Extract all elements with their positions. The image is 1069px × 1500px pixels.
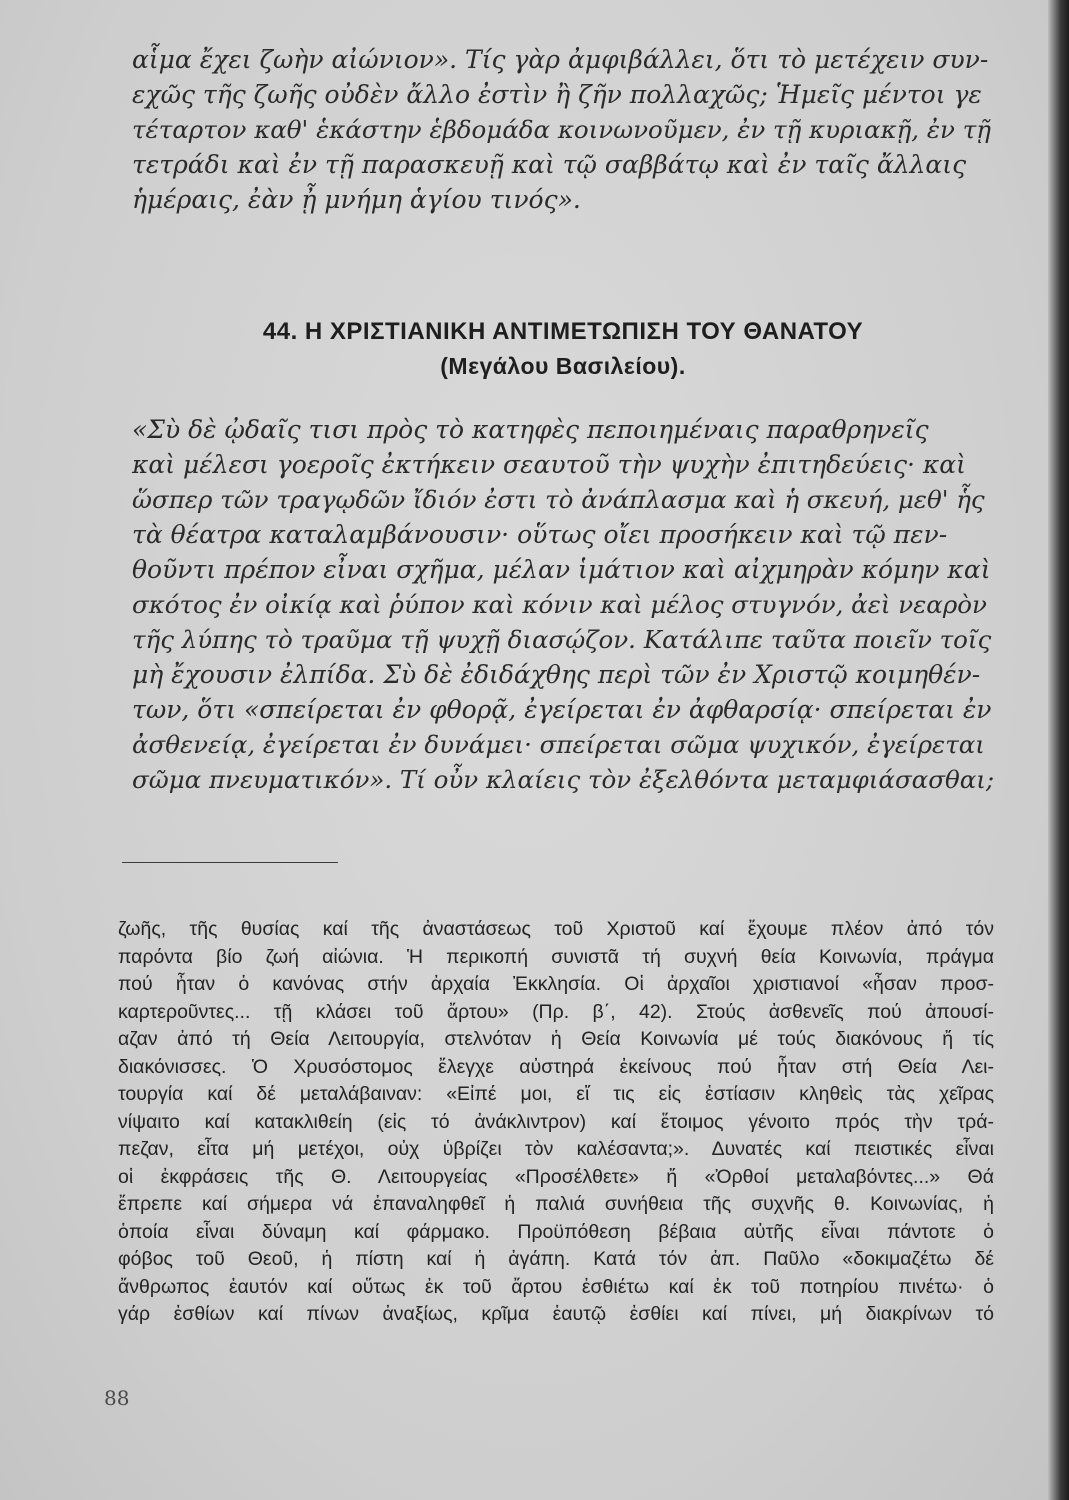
text-line: τῆς λύπης τὸ τραῦμα τῇ ψυχῇ διασῴζον. Κατάλιπε ταῦτα ποιεῖν τοῖς [132,625,992,654]
text-line: των, ὅτι «σπείρεται ἐν φθορᾷ, ἐγείρεται ἐν ἀφθαρσίᾳ· σπείρεται ἐν [132,695,992,724]
footnote-line: νίψαιτο καί κατακλιθείη (εἰς τό ἀνάκλιντρον) καί ἕτοιμος γένοιτο πρός τὴν τρά- [118,1110,994,1133]
footnote-line: γάρ ἐσθίων καί πίνων ἀναξίως, κρῖμα ἑαυτῷ ἐσθίει καί πίνει, μή διακρίνων τό [118,1303,994,1325]
footnote-line: τουργία καί δέ μεταλάβαιναν: «Εἰπέ μοι, εἴ τις εἰς ἑστίασιν κληθεὶς τὰς χεῖρας [118,1083,994,1105]
section-title: 44. Η ΧΡΙΣΤΙΑΝΙΚΗ ΑΝΤΙΜΕΤΩΠΙΣΗ ΤΟΥ ΘΑΝΑΤΟΥ [262,318,864,345]
text-line: «Σὺ δὲ ᾠδαῖς τισι πρὸς τὸ κατηφὲς πεποιημέναις παραθρηνεῖς [132,415,929,444]
footnote-line: πεζαν, εἶτα μή μετέχοι, οὐχ ὑβρίζει τὸν καλέσαντα;». Δυνατές καί πειστικές εἶναι [118,1138,994,1160]
text-line: τετράδι καὶ ἐν τῇ παρασκευῇ καὶ τῷ σαββάτῳ καὶ ἐν ταῖς ἄλλαις [132,150,967,179]
footnote-line: ὁποία εἶναι δύναμη καί φάρμακο. Προϋπόθεση βέβαια αὐτῆς εἶναι πάντοτε ὁ [118,1220,994,1243]
footnote-line: ζωῆς, τῆς θυσίας καί τῆς ἀναστάσεως τοῦ Χριστοῦ καί ἔχουμε πλέον ἀπό τόν [118,918,994,940]
text-line: μὴ ἔχουσιν ἐλπίδα. Σὺ δὲ ἐδιδάχθης περὶ τῶν ἐν Χριστῷ κοιμηθέν- [132,660,981,689]
section-subtitle: (Μεγάλου Βασιλείου). [440,353,686,379]
footnote-line: ἄνθρωπος ἑαυτόν καί οὕτως ἐκ τοῦ ἄρτου ἐσθιέτω καί ἐκ τοῦ ποτηρίου πινέτω· ὁ [118,1275,994,1298]
text-line: αἷμα ἔχει ζωὴν αἰώνιον». Τίς γὰρ ἀμφιβάλλει, ὅτι τὸ μετέχειν συν- [132,45,989,74]
text-line: τὰ θέατρα καταλαμβάνουσιν· οὕτως οἴει προσήκειν καὶ τῷ πεν- [132,520,948,549]
text-line: ἡμέραις, ἐὰν ᾖ μνήμη ἁγίου τινός». [132,185,581,214]
footnote-line: οἱ ἐκφράσεις τῆς Θ. Λειτουργείας «Προσέλθετε» ἤ «Ὀρθοί μεταλαβόντες...» Θά [118,1165,994,1188]
footnote-line: καρτεροῦντες... τῇ κλάσει τοῦ ἄρτου» (Πρ. β΄, 42). Στούς ἀσθενεῖς πού ἀπουσί- [118,1000,994,1023]
footnote-line: διακόνισσες. Ὁ Χρυσόστομος ἔλεγχε αὐστηρά ἐκείνους πού ἦταν στή Θεία Λει- [118,1055,994,1078]
page-number: 88 [104,1386,130,1410]
text-line: σῶμα πνευματικόν». Τί οὖν κλαίεις τὸν ἐξελθόντα μεταμφιάσασθαι; [132,765,995,794]
text-line: τέταρτον καθ' ἑκάστην ἑβδομάδα κοινωνοῦμεν, ἐν τῇ κυριακῇ, ἐν τῇ [132,115,991,144]
book-spine-shadow [1048,0,1069,1500]
footnote-line: ἔπρεπε καί σήμερα νά ἐπαναληφθεῖ ἡ παλιά συνήθεια τῆς συχνῆς θ. Κοινωνίας, ἡ [118,1193,994,1215]
text-line: εχῶς τῆς ζωῆς οὐδὲν ἄλλο ἐστὶν ἢ ζῆν πολλαχῶς; Ἡμεῖς μέντοι γε [132,80,982,109]
footnote-line: παρόντα βίο ζωή αἰώνια. Ἡ περικοπή συνιστᾶ τή συχνή θεία Κοινωνία, πράγμα [118,945,994,968]
footnote-divider [122,862,338,863]
footnote-line: πού ἦταν ὁ κανόνας στήν ἀρχαία Ἐκκλησία. Οἱ ἀρχαῖοι χριστιανοί «ἦσαν προσ- [118,973,994,995]
text-line: ἀσθενείᾳ, ἐγείρεται ἐν δυνάμει· σπείρεται σῶμα ψυχικόν, ἐγείρεται [132,730,985,759]
text-line: ὥσπερ τῶν τραγῳδῶν ἴδιόν ἐστι τὸ ἀνάπλασμα καὶ ἡ σκευή, μεθ' ἧς [132,485,985,514]
text-line: καὶ μέλεσι γοεροῖς ἐκτήκειν σεαυτοῦ τὴν ψυχὴν ἐπιτηδεύεις· καὶ [132,450,966,479]
text-line: σκότος ἐν οἰκίᾳ καὶ ῥύπον καὶ κόνιν καὶ μέλος στυγνόν, ἀεὶ νεαρὸν [132,590,987,619]
text-line: θοῦντι πρέπον εἶναι σχῆμα, μέλαν ἱμάτιον καὶ αἰχμηρὰν κόμην καὶ [132,555,991,584]
top-passage [132,42,994,217]
footnote-line: αζαν ἀπό τή Θεία Λειτουργία, στελνόταν ἡ Θεία Κοινωνία μέ τούς διακόνους ἤ τίς [118,1028,994,1050]
footnote [118,916,994,1329]
footnote-line: φόβος τοῦ Θεοῦ, ἡ πίστη καί ἡ ἀγάπη. Κατά τόν ἀπ. Παῦλο «δοκιμαζέτω δέ [118,1248,994,1270]
quote-passage [132,412,994,797]
